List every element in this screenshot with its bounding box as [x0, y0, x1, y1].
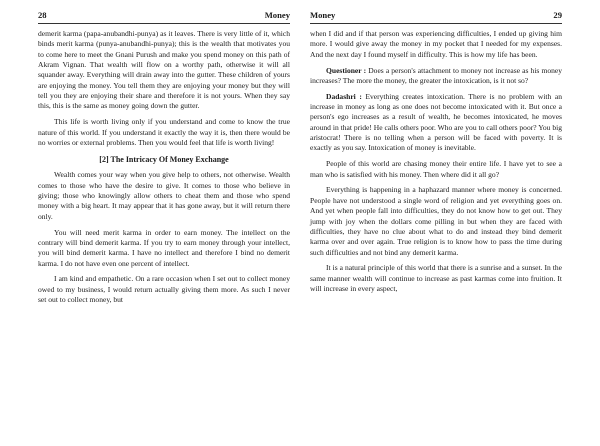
- running-head: Money: [264, 10, 290, 20]
- dadashri-label: Dadashri :: [326, 91, 362, 101]
- paragraph: You will need merit karma in order to earn money. The intellect on the contrary will bind demerit karma. If you try to earn money through your intellect, you will bind demerit karma. I have no intellect and therefore I bind no demerit karma. I do not have even one percent of intellect.: [38, 227, 290, 268]
- paragraph: It is a natural principle of this world that there is a sunrise and a sunset. In the same manner wealth will continue to increase as past karmas come into fruition. It will increase in every aspect,: [310, 263, 562, 294]
- questioner-label: Questioner :: [326, 65, 367, 75]
- left-page-content: [38, 29, 290, 305]
- left-page-header: [38, 0, 290, 24]
- section-heading: [2] The Intricacy Of Money Exchange: [99, 155, 229, 165]
- paragraph: This life is worth living only if you understand and come to know the true nature of this world. If you understand it exactly the way it is, then there would be no worries or external problems. Then you would feel that life is worth living!: [38, 117, 290, 147]
- dadashri-paragraph: [310, 92, 562, 154]
- questioner-text: Does a person's attachment to money not increase as his money increases? The more the money, the greater the intoxication, is it not so?: [310, 65, 563, 85]
- right-page: [300, 0, 600, 446]
- paragraph: Wealth comes your way when you give help to others, not otherwise. Wealth comes to those who have the desire to give. It comes to those who believe in giving; those who knowingly allow others to cheat them and those who spend money with a big heart. It may appear that it has gone away, but it will return there only.: [38, 170, 290, 221]
- paragraph: Everything is happening in a haphazard manner where money is concerned. People have not understood a single word of religion and yet everything goes on. And yet when people fall into difficulties, they do not know how to get out. They jump with joy when the dollars come pilling in but when they are faced with difficulties, they have no clue about what to do and instead they bind demerit karma over and over again. True religion is to know how to pass the time during such difficulties and not bind any demerit karma.: [310, 185, 562, 257]
- paragraph: when I did and if that person was experiencing difficulties, I ended up giving him more. I would give away the money in my pocket that I needed for my expenses. And the next day I found myself in difficulty. This is how my life has been.: [310, 29, 562, 59]
- dadashri-text: Everything creates intoxication. There is no problem with an increase in money as long as one does not become intoxicated with it. But once a person's ego increases as a result of wealth, he becomes intoxicated, he moves around in that pride! He calls others poor. Who are you to call others poor? You big aristocrat! There is no telling when a person will be faced with poverty. It is exactly as you say. Intoxication of money is inevitable.: [310, 91, 562, 153]
- questioner-paragraph: [310, 66, 562, 87]
- page-number: 28: [38, 10, 47, 20]
- page-number: 29: [553, 10, 562, 20]
- right-page-content: [310, 29, 562, 294]
- paragraph: demerit karma (papa-anubandhi-punya) as it leaves. There is very little of it, which binds merit karma (punya-anubandhi-punya); this is the wealth that motivates you to come here to meet the Gnani Purush and make you spend money on this path of Akram Vignan. That wealth will flow on a worthy path, otherwise it will all squander away. Everything will drain away into the gutter. These children of yours are enjoying the money. You tell them they are enjoying your money but they will tell you they are enjoying their share and therefore it is not yours. When they say this, this is the same as money going down the gutter.: [38, 29, 290, 111]
- paragraph: People of this world are chasing money their entire life. I have yet to see a man who is satisfied with his money. Then where did it all go?: [310, 159, 562, 179]
- running-head: Money: [310, 10, 336, 20]
- right-page-header: [310, 0, 562, 24]
- paragraph: I am kind and empathetic. On a rare occasion when I set out to collect money owed to my business, I would return actually giving them more. As such I never set out to collect money, but: [38, 274, 290, 305]
